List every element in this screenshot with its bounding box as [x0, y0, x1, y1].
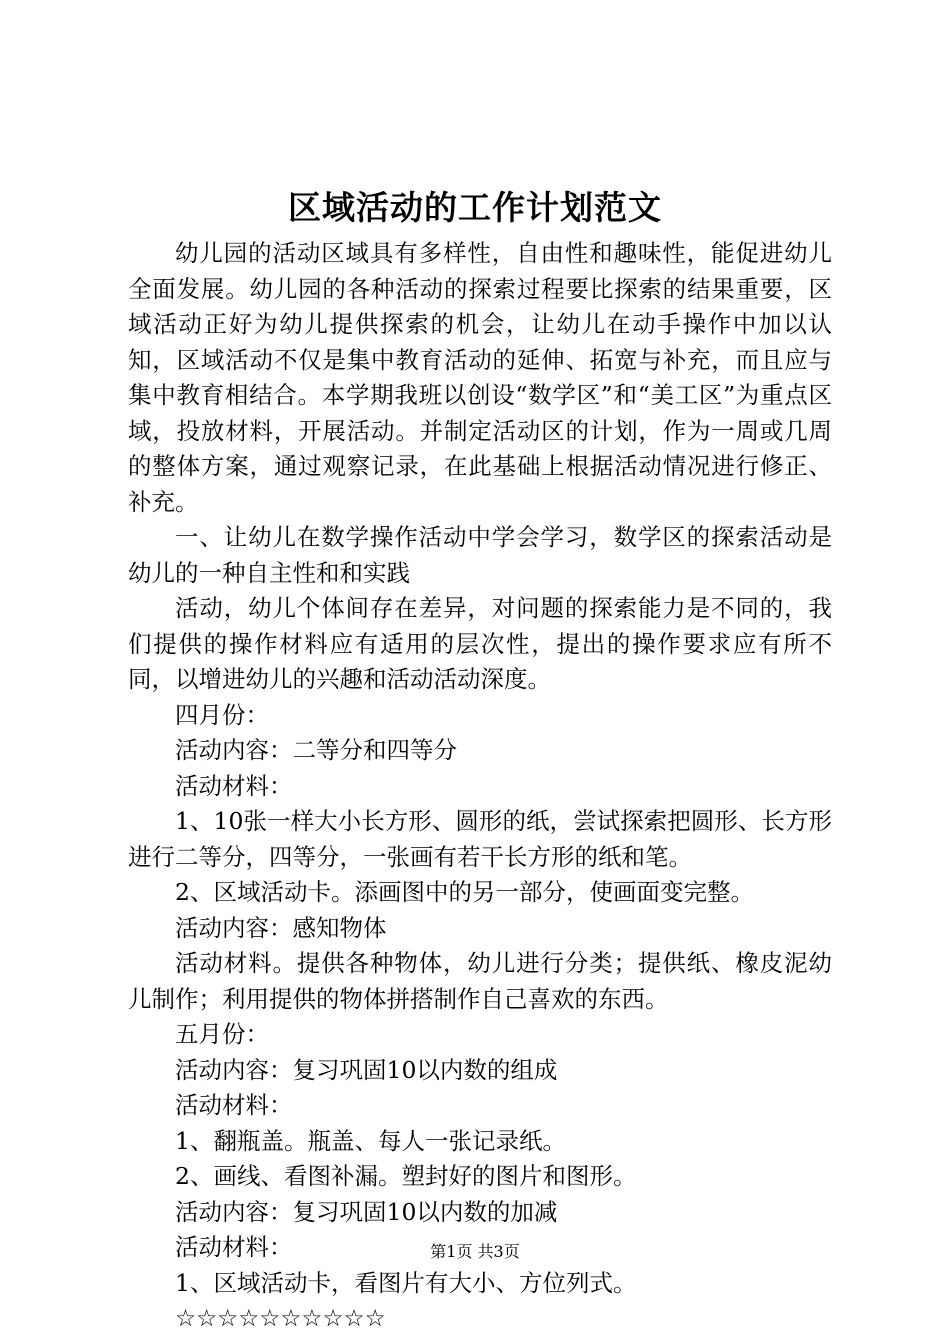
body-paragraph: 活动，幼儿个体间存在差异，对问题的探索能力是不同的，我们提供的操作材料应有适用的层次性，提出的操作要求应有所不同，以增进幼儿的兴趣和活动活动深度。: [128, 594, 832, 693]
materials-item: 1、区域活动卡，看图片有大小、方位列式。: [175, 1268, 637, 1297]
document-title: 区域活动的工作计划范文: [288, 188, 662, 227]
month-heading: 五月份：: [175, 1020, 269, 1048]
document-body: [128, 236, 832, 1337]
star-divider: ☆☆☆☆☆☆☆☆☆☆: [175, 1304, 386, 1332]
materials-item: 1、翻瓶盖。瓶盖、每人一张记录纸。: [175, 1126, 566, 1155]
materials-item: 2、画线、看图补漏。塑封好的图片和图形。: [175, 1162, 637, 1190]
month-heading: 四月份：: [175, 700, 269, 729]
materials-item: 活动材料。提供各种物体，幼儿进行分类；提供纸、橡皮泥幼儿制作；利用提供的物体拼搭制作自己喜欢的东西。: [128, 949, 832, 1013]
activity-materials-label: 活动材料：: [175, 1091, 293, 1119]
activity-materials-label: 活动材料：: [175, 1233, 293, 1261]
activity-content: 活动内容：感知物体: [175, 913, 387, 942]
activity-content: 活动内容：复习巩固10以内数的组成: [175, 1055, 558, 1084]
activity-content: 活动内容：二等分和四等分: [175, 736, 457, 764]
page-number-footer: 第1页 共3页: [430, 1242, 520, 1261]
intro-paragraph: 幼儿园的活动区域具有多样性，自由性和趣味性，能促进幼儿全面发展。幼儿园的各种活动的探索过程要比探索的结果重要，区域活动正好为幼儿提供探索的机会，让幼儿在动手操作中加以认知，区域活动不仅是集中教育活动的延伸、拓宽与补充，而且应与集中教育相结合。本学期我班以创设“数学区”和“美工区”为重点区域，投放材料，开展活动。并制定活动区的计划，作为一周或几周的整体方案，通过观察记录，在此基础上根据活动情况进行修正、补充。: [128, 239, 832, 516]
activity-content: 活动内容：复习巩固10以内数的加减: [175, 1197, 558, 1226]
materials-item: 2、区域活动卡。添画图中的另一部分，使画面变完整。: [175, 878, 754, 906]
materials-item: 1、10张一样大小长方形、圆形的纸，尝试探索把圆形、长方形进行二等分，四等分，一张画有若干长方形的纸和笔。: [128, 807, 832, 871]
section-heading-paragraph: 一、让幼儿在数学操作活动中学会学习，数学区的探索活动是幼儿的一种自主性和和实践: [128, 523, 832, 587]
activity-materials-label: 活动材料：: [175, 771, 293, 800]
